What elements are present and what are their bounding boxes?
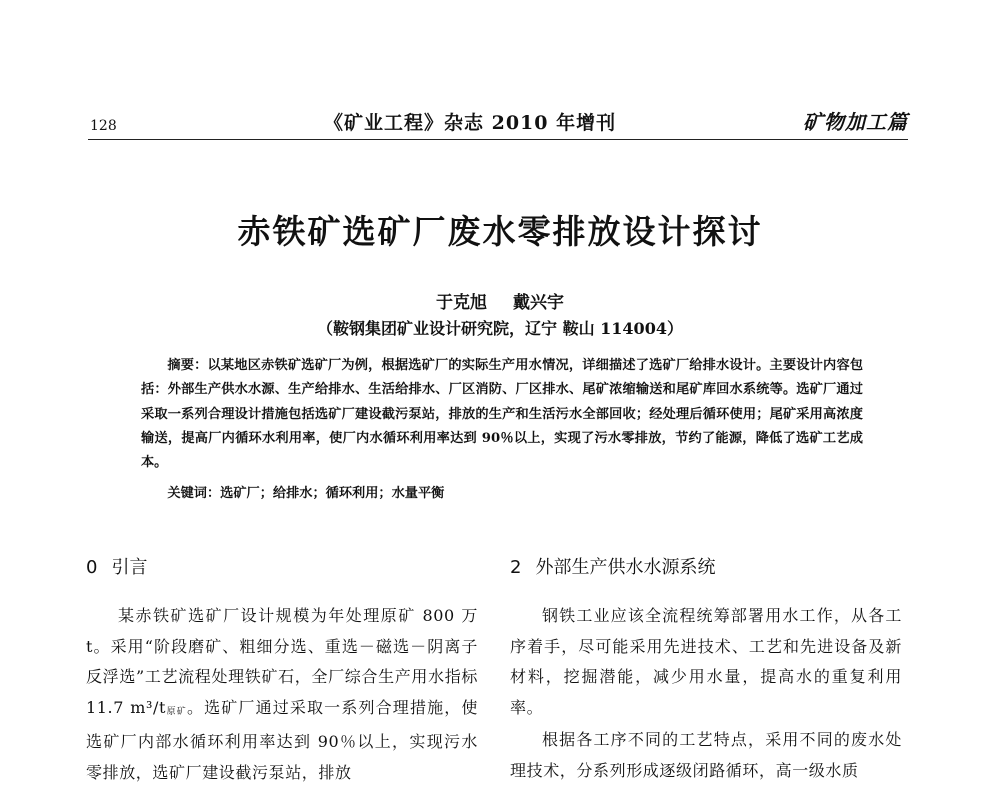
running-header [88, 108, 912, 138]
author-list [0, 288, 1000, 313]
paper-title: 赤铁矿选矿厂废水零排放设计探讨 [237, 212, 763, 251]
journal-name: 《矿业工程》杂志 2010 年增刊 [324, 112, 617, 134]
keywords-label: 关键词： [167, 486, 221, 501]
body-paragraph: 根据各工序不同的工艺特点，采用不同的废水处理技术，分系列形成逐级闭路循环，高一级水质 [510, 730, 902, 780]
section-heading-intro [86, 555, 478, 581]
header-rule [88, 139, 908, 140]
page-number: 128 [90, 118, 117, 134]
section-tag: 矿物加工篇 [803, 110, 908, 134]
section-title: 引言 [111, 557, 148, 578]
body-paragraph: 钢铁工业应该全流程统筹部署用水工作，从各工序着手，尽可能采用先进技术、工艺和先进设备及新材料，挖掘潜能，减少用水量，提高水的重复利用率。 [510, 606, 902, 717]
left-column [86, 555, 478, 788]
section-heading-water-source [510, 555, 902, 581]
unit-subscript: 原矿 [166, 706, 187, 717]
abstract-label: 摘要： [167, 358, 208, 373]
section-number: 2 [510, 557, 522, 578]
section-title: 外部生产供水水源系统 [535, 557, 716, 578]
abstract-text: 以某地区赤铁矿选矿厂为例，根据选矿厂的实际生产用水情况，详细描述了选矿厂给排水设计。主要设计内容包括：外部生产供水水源、生产给排水、生活给排水、厂区消防、厂区排水、尾矿浓缩输送和尾矿库回水系统等。选矿厂通过采取一系列合理设计措施包括选矿厂建设截污泵站，排放的生产和生活污水全部回收；经处理后循环使用；尾矿采用高浓度输送，提高厂内循环水利用率，使厂内水循环利用率达到 90％以上，实现了污水零排放，节约了能源，降低了选矿工艺成本。 [141, 358, 864, 471]
author-name: 戴兴宇 [512, 293, 564, 313]
intro-text-part1: 某赤铁矿选矿厂设计规模为年处理原矿 800 万 t。采用“阶段磨矿、粗细分选、重选－磁选－阴离子反浮选”工艺流程处理铁矿石，全厂综合生产用水指标11.7 m³/t [86, 606, 478, 717]
abstract [141, 354, 863, 475]
keywords-text: 选矿厂；给排水；循环利用；水量平衡 [220, 486, 445, 501]
author-name: 于克旭 [436, 293, 488, 313]
intro-text-part2: 。选矿厂通过采取一系列合理措施，使选矿厂内部水循环利用率达到 90％以上，实现污水零排放，选矿厂建设截污泵站，排放 [86, 697, 479, 782]
keywords [141, 482, 863, 501]
right-column [510, 555, 902, 786]
affiliation: （鞍钢集团矿业设计研究院，辽宁 鞍山 114004） [317, 319, 683, 338]
section-number: 0 [86, 557, 98, 578]
